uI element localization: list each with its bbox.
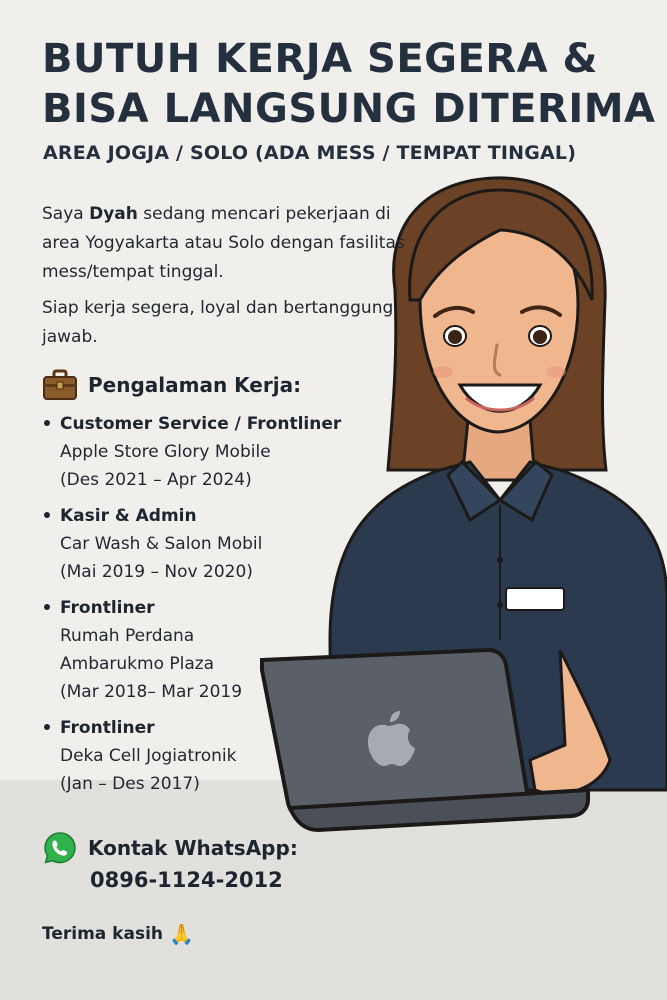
praying-hands-icon: 🙏 (169, 922, 194, 946)
experience-role: Customer Service / Frontliner (60, 414, 342, 434)
experience-heading (42, 368, 301, 402)
experience-role: Frontliner (60, 718, 155, 738)
intro-paragraph-2: Siap kerja segera, loyal dan bertanggung jawab. (42, 298, 394, 347)
intro-paragraph-1 (42, 200, 422, 287)
applicant-name: Dyah (89, 204, 138, 224)
intro-p1-before: Saya (42, 204, 90, 224)
thanks-text: Terima kasih (42, 924, 164, 944)
experience-role: Kasir & Admin (60, 506, 197, 526)
experience-location: Ambarukmo Plaza (60, 654, 215, 674)
experience-company: Apple Store Glory Mobile (60, 442, 271, 462)
experience-period: (Jan – Des 2017) (60, 774, 200, 794)
contact-section (42, 830, 298, 866)
bullet (44, 420, 50, 426)
bullet (44, 604, 50, 610)
title-line-1: BUTUH KERJA SEGERA & (42, 36, 598, 82)
intro-p1-after: sedang mencari pekerjaan di area Yogyakarta atau Solo dengan fasilitas mess/tempat tinggal. (42, 204, 405, 282)
experience-period: (Mai 2019 – Nov 2020) (60, 562, 253, 582)
page-title (42, 34, 662, 134)
experience-label: Pengalaman Kerja: (88, 373, 302, 397)
experience-period: (Mar 2018– Mar 2019 (60, 682, 243, 702)
experience-list (42, 410, 362, 806)
bullet (44, 512, 50, 518)
bullet (44, 724, 50, 730)
experience-item (42, 594, 362, 706)
contact-label: Kontak WhatsApp: (88, 836, 298, 860)
experience-period: (Des 2021 – Apr 2024) (60, 470, 252, 490)
whatsapp-icon (42, 830, 78, 866)
thanks-line (42, 922, 194, 946)
briefcase-icon (42, 369, 78, 401)
experience-company: Rumah Perdana (60, 626, 195, 646)
name-tag (506, 588, 564, 610)
experience-item (42, 714, 362, 798)
experience-item (42, 410, 362, 494)
experience-item (42, 502, 362, 586)
phone-number[interactable]: 0896-1124-2012 (90, 868, 283, 892)
experience-role: Frontliner (60, 598, 155, 618)
experience-company: Car Wash & Salon Mobil (60, 534, 263, 554)
experience-company: Deka Cell Jogiatronik (60, 746, 237, 766)
area-subtitle: AREA JOGJA / SOLO (ADA MESS / TEMPAT TINGAL) (43, 142, 577, 164)
intro-text (42, 200, 422, 359)
title-line-2: BISA LANGSUNG DITERIMA (42, 86, 656, 132)
